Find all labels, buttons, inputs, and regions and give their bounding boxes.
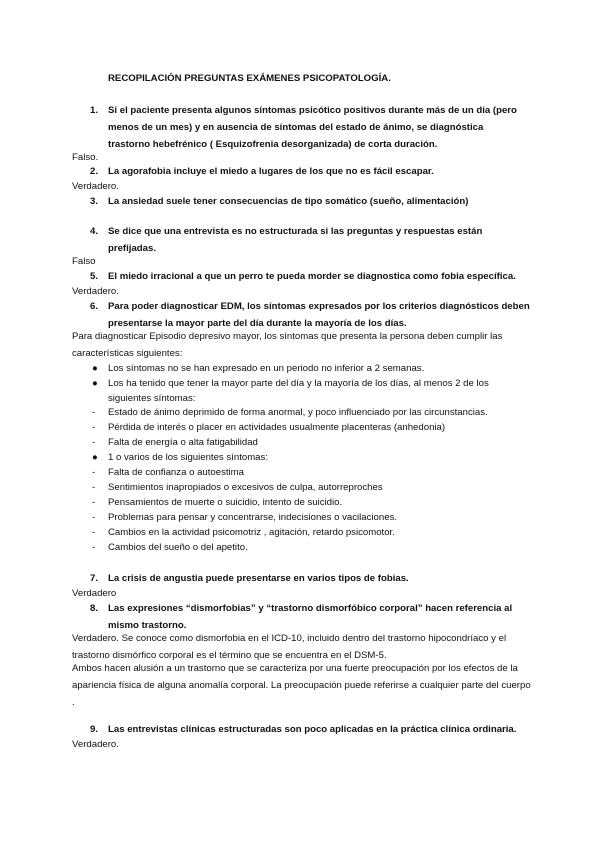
question-number: 5. [90, 271, 99, 282]
question-text: Se dice que una entrevista es no estructurada si las preguntas y respuestas están prefijadas. [108, 226, 483, 254]
question-number: 3. [90, 196, 99, 207]
list-bullet: - [92, 437, 96, 448]
list-item: Los ha tenido que tener la mayor parte del día y la mayoría de los días, al menos 2 de los siguientes síntomas: [108, 378, 489, 404]
question-text: Para poder diagnosticar EDM, los síntomas expresados por los criterios diagnósticos deben presentarse la mayor parte del día durante la mayoría de los días. [108, 301, 530, 329]
answer-text: Verdadero. [72, 286, 119, 297]
list-bullet: ● [92, 363, 98, 374]
list-bullet: ● [92, 452, 98, 463]
list-item: Cambios del sueño o del apetito. [108, 542, 248, 553]
answer-text: Verdadero. Se conoce como dismorfobia en el ICD-10, incluido dentro del trastorno hipocondríaco y el trastorno dismórfico corporal es el término que se encuentra en el DSM-5. [72, 633, 507, 661]
list-bullet: - [92, 527, 96, 538]
answer-text: Falso [72, 256, 96, 267]
list-bullet: - [92, 482, 96, 493]
list-bullet: - [92, 497, 96, 508]
list-item: Pensamientos de muerte o suicidio, intento de suicidio. [108, 497, 343, 508]
answer-text: Verdadero [72, 588, 117, 599]
list-item: Problemas para pensar y concentrarse, indecisiones o vacilaciones. [108, 512, 398, 523]
question-number: 7. [90, 573, 99, 584]
list-bullet: - [92, 422, 96, 433]
question-text: La crisis de angustia puede presentarse en varios tipos de fobias. [108, 573, 409, 584]
answer-text: Verdadero. [72, 739, 119, 750]
question-number: 1. [90, 105, 99, 116]
list-item: Los síntomas no se han expresado en un periodo no inferior a 2 semanas. [108, 363, 425, 374]
question-text: Si el paciente presenta algunos síntomas psicótico positivos durante más de un día (pero menos de un mes) y en ausencia de síntomas del estado de ánimo, se diagnóstica trastorno hebefrénico ( Esquizofrenia desorganizada) de corta duración. [108, 105, 517, 150]
list-bullet: - [92, 407, 96, 418]
question-text: Las entrevistas clínicas estructuradas son poco aplicadas en la práctica clínica ordinaria. [108, 724, 517, 735]
page-title: RECOPILACIÓN PREGUNTAS EXÁMENES PSICOPATOLOGÍA. [108, 73, 391, 84]
question-text: El miedo irracional a que un perro te pueda morder se diagnostica como fobia específica. [108, 271, 516, 282]
answer-text: Falso. [72, 152, 99, 163]
list-item: Cambios en la actividad psicomotriz , agitación, retardo psicomotor. [108, 527, 395, 538]
list-item: Sentimientos inapropiados o excesivos de culpa, autorreproches [108, 482, 383, 493]
question-number: 4. [90, 226, 99, 237]
list-bullet: ● [92, 378, 98, 389]
list-bullet: - [92, 467, 96, 478]
answer-text: Verdadero. [72, 181, 119, 192]
question-number: 6. [90, 301, 99, 312]
list-item: Falta de energía o alta fatigabilidad [108, 437, 258, 448]
list-item: 1 o varios de los siguientes síntomas: [108, 452, 268, 463]
answer-text: Para diagnosticar Episodio depresivo mayor, los síntomas que presenta la persona deben cumplir las características siguientes: [72, 331, 503, 359]
question-number: 8. [90, 603, 99, 614]
question-text: La agorafobia incluye el miedo a lugares de los que no es fácil escapar. [108, 166, 434, 177]
question-number: 2. [90, 166, 99, 177]
answer-text: Ambos hacen alusión a un trastorno que se caracteriza por una fuerte preocupación por los efectos de la apariencia física de alguna anomalía corporal. La preocupación puede referirse a cualquier parte del cuerpo . [72, 663, 531, 708]
list-bullet: - [92, 542, 96, 553]
list-item: Pérdida de interés o placer en actividades usualmente placenteras (anhedonia) [108, 422, 446, 433]
question-text: Las expresiones “dismorfobias” y “trastorno dismorfóbico corporal” hacen referencia al mismo trastorno. [108, 603, 513, 631]
question-number: 9. [90, 724, 99, 735]
list-item: Estado de ánimo deprimido de forma anormal, y poco influenciado por las circunstancias. [108, 407, 488, 418]
list-item: Falta de confianza o autoestima [108, 467, 244, 478]
question-text: La ansiedad suele tener consecuencias de tipo somático (sueño, alimentación) [108, 196, 469, 207]
list-bullet: - [92, 512, 96, 523]
